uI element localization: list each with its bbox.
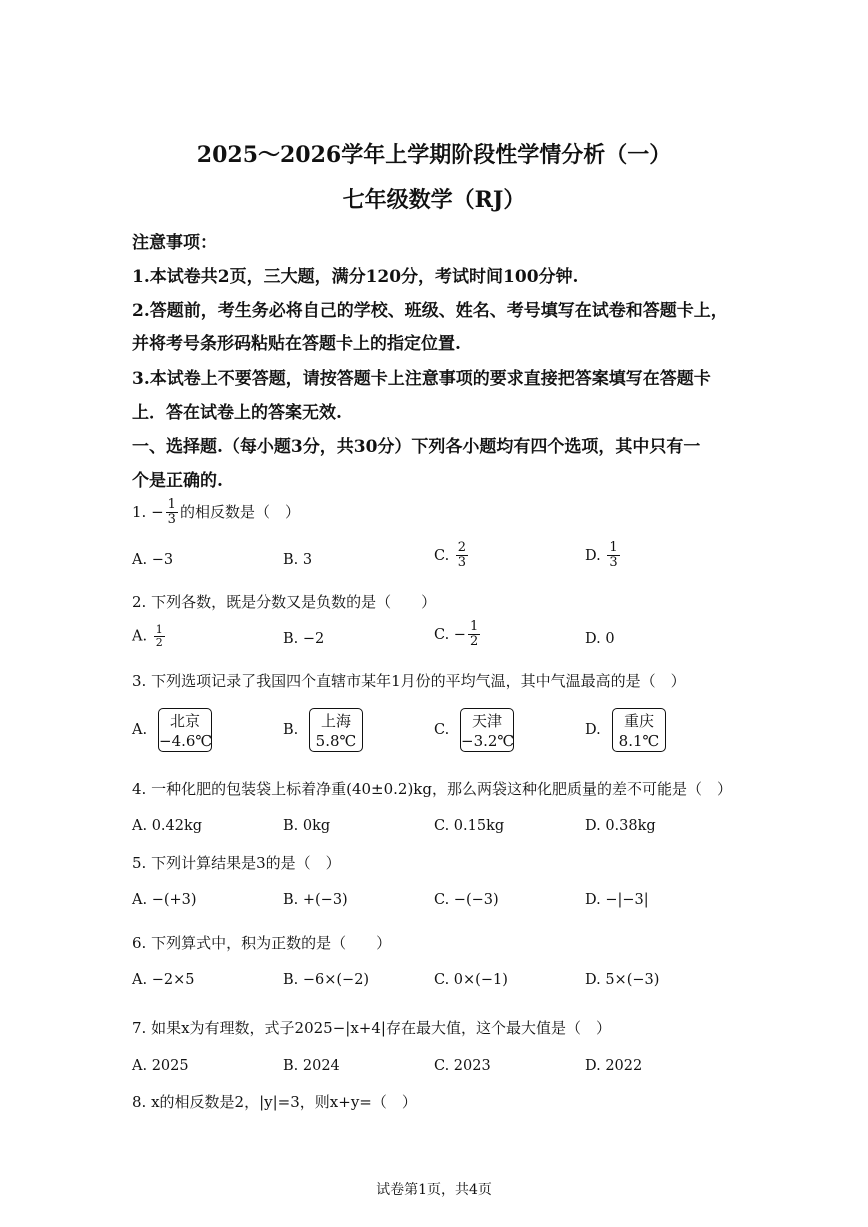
option-label: D. — [585, 1058, 601, 1074]
option-label: C. — [434, 626, 450, 643]
question-7 — [132, 1017, 611, 1038]
option-c — [434, 972, 508, 988]
temperature-card-b — [309, 708, 363, 752]
option-d — [585, 631, 615, 647]
option-a — [132, 892, 197, 908]
question-3 — [132, 670, 686, 691]
fraction — [468, 620, 480, 650]
option-d — [585, 972, 659, 988]
option-value: 2022 — [605, 1058, 643, 1074]
option-b-label: B. — [283, 722, 299, 738]
notice-heading: 注意事项： — [132, 233, 217, 253]
page-title: 2025～2026学年上学期阶段性学情分析（一） — [196, 142, 672, 168]
temperature-value: 8.1℃ — [618, 732, 660, 750]
option-label: C. — [434, 818, 450, 834]
option-value: −2 — [302, 631, 325, 647]
page-subtitle: 七年级数学（RJ） — [342, 187, 526, 213]
question-text: x的相反数是2，|y|=3，则x+y=（ ） — [151, 1093, 417, 1111]
question-text: 下列各数，既是分数又是负数的是（ ） — [151, 593, 437, 611]
option-label: A. — [132, 818, 148, 834]
option-label: C. — [434, 1058, 450, 1074]
fraction — [166, 498, 178, 528]
frac-num: 2 — [457, 540, 467, 555]
city-name: 北京 — [169, 712, 200, 730]
option-value: 5×(−3) — [605, 972, 660, 988]
option-c-label: C. — [434, 722, 450, 738]
option-label: B. — [283, 1058, 299, 1074]
option-a-label: A. — [132, 722, 148, 738]
option-a — [132, 818, 202, 834]
question-number: 2. — [132, 593, 147, 611]
question-number: 7. — [132, 1019, 147, 1037]
fraction — [607, 541, 619, 571]
option-label: D. — [585, 892, 601, 908]
frac-num: 1 — [609, 540, 618, 555]
option-value: 0kg — [302, 818, 331, 834]
option-b — [283, 1058, 340, 1074]
option-label: C. — [434, 972, 450, 988]
option-label: C. — [434, 892, 450, 908]
question-number: 6. — [132, 934, 147, 952]
city-name: 天津 — [471, 712, 502, 730]
frac-den: 2 — [155, 636, 163, 650]
question-number: 1. — [132, 502, 147, 521]
option-value: −(+3) — [151, 892, 197, 908]
temperature-value: −4.6℃ — [159, 732, 213, 750]
option-c — [434, 818, 504, 834]
question-text: 下列计算结果是3的是（ ） — [151, 854, 341, 872]
question-text: 下列算式中，积为正数的是（ ） — [151, 934, 392, 952]
question-8 — [132, 1091, 417, 1112]
option-value: 0×(−1) — [453, 972, 508, 988]
notice-item: 并将考号条形码粘贴在答题卡上的指定位置. — [132, 334, 461, 354]
frac-den: 3 — [167, 512, 176, 528]
question-number: 8. — [132, 1093, 147, 1111]
option-d — [585, 892, 649, 908]
option-label: D. — [585, 972, 601, 988]
option-label: B. — [283, 631, 299, 647]
option-d — [585, 818, 656, 834]
option-d-label: D. — [585, 722, 601, 738]
option-c — [434, 620, 482, 650]
option-b — [283, 892, 348, 908]
option-label: A. — [132, 972, 148, 988]
question-text: 的相反数是（ ） — [179, 502, 300, 521]
option-label: D. — [585, 818, 601, 834]
option-value: 2023 — [453, 1058, 491, 1074]
fraction — [154, 624, 165, 649]
frac-den: 3 — [609, 555, 618, 571]
question-text: 一种化肥的包装袋上标着净重(40±0.2)kg，那么两袋这种化肥质量的差不可能是（ ） — [151, 780, 733, 798]
option-b — [283, 818, 330, 834]
option-value: 3 — [302, 552, 313, 568]
temperature-card-a — [158, 708, 212, 752]
section-heading: 一、选择题.（每小题3分，共30分）下列各小题均有四个选项，其中只有一 — [132, 437, 701, 457]
option-value: −6×(−2) — [302, 972, 370, 988]
option-a — [132, 624, 167, 649]
city-name: 上海 — [320, 712, 351, 730]
option-value: 0.15kg — [453, 818, 505, 834]
temperature-value: 5.8℃ — [315, 732, 357, 750]
option-label: A. — [132, 552, 148, 568]
option-label: B. — [283, 818, 299, 834]
minus-sign: − — [453, 626, 466, 643]
option-a — [132, 1058, 189, 1074]
option-value: 2024 — [302, 1058, 340, 1074]
question-4 — [132, 778, 732, 799]
option-value: −3 — [151, 552, 174, 568]
option-value: 2025 — [151, 1058, 189, 1074]
option-a — [132, 972, 194, 988]
option-label: C. — [434, 547, 450, 564]
question-6 — [132, 932, 391, 953]
frac-den: 3 — [457, 555, 467, 571]
frac-num: 1 — [469, 619, 479, 634]
option-c — [434, 541, 470, 571]
page-footer: 试卷第1页，共4页 — [376, 1182, 492, 1198]
option-value: −(−3) — [453, 892, 499, 908]
option-c — [434, 892, 499, 908]
temperature-card-d — [612, 708, 666, 752]
option-value: 0.42kg — [151, 818, 203, 834]
option-label: B. — [283, 972, 299, 988]
option-b — [283, 631, 324, 647]
fraction — [456, 541, 468, 571]
option-value: −2×5 — [151, 972, 195, 988]
option-label: D. — [585, 631, 601, 647]
temperature-value: −3.2℃ — [461, 732, 515, 750]
option-label: A. — [132, 1058, 148, 1074]
question-5 — [132, 852, 341, 873]
minus-sign: − — [151, 502, 164, 521]
option-label: A. — [132, 892, 148, 908]
option-c — [434, 1058, 491, 1074]
option-label: D. — [585, 547, 601, 564]
question-number: 3. — [132, 672, 147, 690]
question-2 — [132, 591, 436, 612]
option-value: 0 — [605, 631, 615, 647]
notice-item: 上．答在试卷上的答案无效. — [132, 403, 342, 423]
option-label: B. — [283, 892, 299, 908]
option-d — [585, 1058, 642, 1074]
question-number: 4. — [132, 780, 147, 798]
question-1 — [132, 498, 300, 528]
option-value: 0.38kg — [605, 818, 656, 834]
option-value: −|−3| — [605, 892, 649, 908]
frac-num: 1 — [155, 623, 163, 636]
frac-den: 2 — [469, 634, 479, 650]
option-value: +(−3) — [302, 892, 348, 908]
option-a — [132, 552, 173, 568]
question-text: 如果x为有理数，式子2025−|x+4|存在最大值，这个最大值是（ ） — [151, 1019, 611, 1037]
option-label: B. — [283, 552, 299, 568]
city-name: 重庆 — [623, 712, 654, 730]
temperature-card-c — [460, 708, 514, 752]
frac-num: 1 — [167, 497, 176, 512]
option-label: A. — [132, 628, 148, 645]
section-heading-cont: 个是正确的. — [132, 471, 223, 491]
option-b — [283, 972, 369, 988]
notice-item: 1.本试卷共2页，三大题，满分120分，考试时间100分钟. — [132, 267, 579, 287]
option-d — [585, 541, 622, 571]
notice-item: 2.答题前，考生务必将自己的学校、班级、姓名、考号填写在试卷和答题卡上， — [132, 301, 728, 321]
question-text: 下列选项记录了我国四个直辖市某年1月份的平均气温，其中气温最高的是（ ） — [151, 672, 686, 690]
question-number: 5. — [132, 854, 147, 872]
notice-item: 3.本试卷上不要答题，请按答题卡上注意事项的要求直接把答案填写在答题卡 — [132, 369, 711, 389]
option-b — [283, 552, 312, 568]
